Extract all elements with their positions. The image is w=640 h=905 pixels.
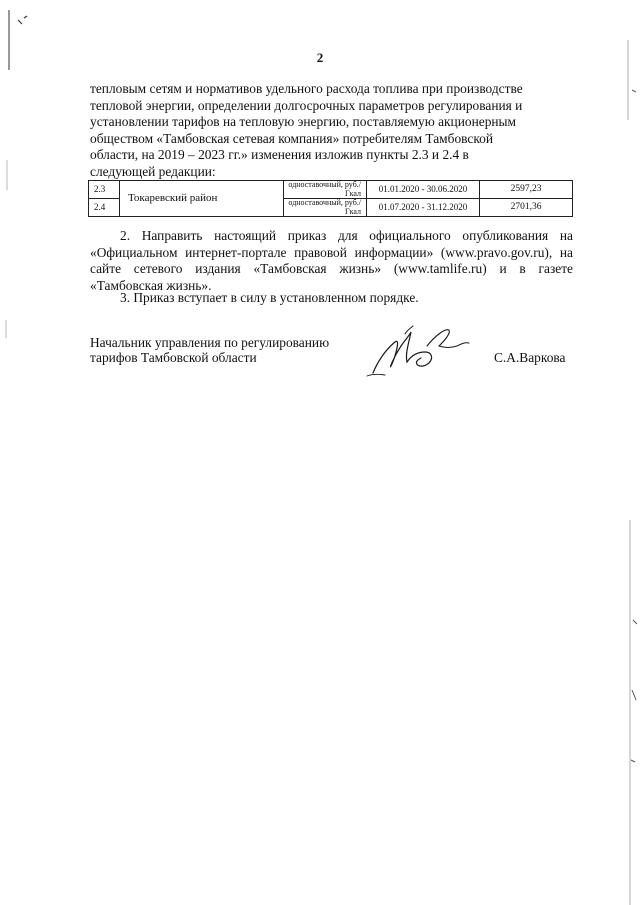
intro-line: тепловым сетям и нормативов удельного расхода топлива при производстве: [90, 81, 523, 96]
district-cell: Токаревский район: [120, 181, 284, 217]
period-cell: 01.07.2020 - 31.12.2020: [367, 199, 480, 217]
row-number: 2.4: [89, 199, 120, 217]
table-row: [89, 181, 573, 199]
signatory-title-line: тарифов Тамбовской области: [90, 350, 257, 365]
publication-paragraph: 2. Направить настоящий приказ для официального опубликования на «Официальном интернет-портале правовой информации» (www.pravo.gov.ru), на сайте сетевого издания «Тамбовская жизнь» (www.tamlife.ru) и в газете «Тамбовская жизнь».: [90, 228, 573, 293]
tariff-value: 2597,23: [480, 181, 573, 199]
tariff-table: [88, 180, 573, 217]
effective-paragraph: 3. Приказ вступает в силу в установленном порядке.: [120, 290, 419, 305]
intro-line: обществом «Тамбовская сетевая компания» потребителям Тамбовской: [90, 130, 494, 146]
signatory-title: [90, 335, 329, 365]
signatory-title-line: Начальник управления по регулированию: [90, 335, 330, 350]
unit-cell: одноставочный, руб./Гкал: [284, 199, 367, 217]
intro-line: области, на 2019 – 2023 гг.» изменения изложив пункты 2.3 и 2.4 в: [90, 147, 469, 163]
signatory-name: С.А.Варкова: [494, 350, 566, 365]
tariff-value: 2701,36: [480, 199, 573, 217]
scan-margin-marks: [0, 0, 40, 905]
intro-line: следующей редакции:: [90, 163, 216, 179]
intro-line: тепловой энергии, определении долгосрочных параметров регулирования и: [90, 97, 523, 113]
intro-line: установлении тарифов на тепловую энергию, поставляемую акционерным: [90, 114, 517, 130]
scan-edge-marks: [608, 0, 640, 905]
handwritten-signature: [365, 318, 480, 380]
row-number: 2.3: [89, 181, 120, 199]
page-number: 2: [316, 50, 324, 65]
unit-cell: одноставочный, руб./Гкал: [284, 181, 367, 199]
period-cell: 01.01.2020 - 30.06.2020: [367, 181, 480, 199]
intro-paragraph: [90, 81, 573, 181]
